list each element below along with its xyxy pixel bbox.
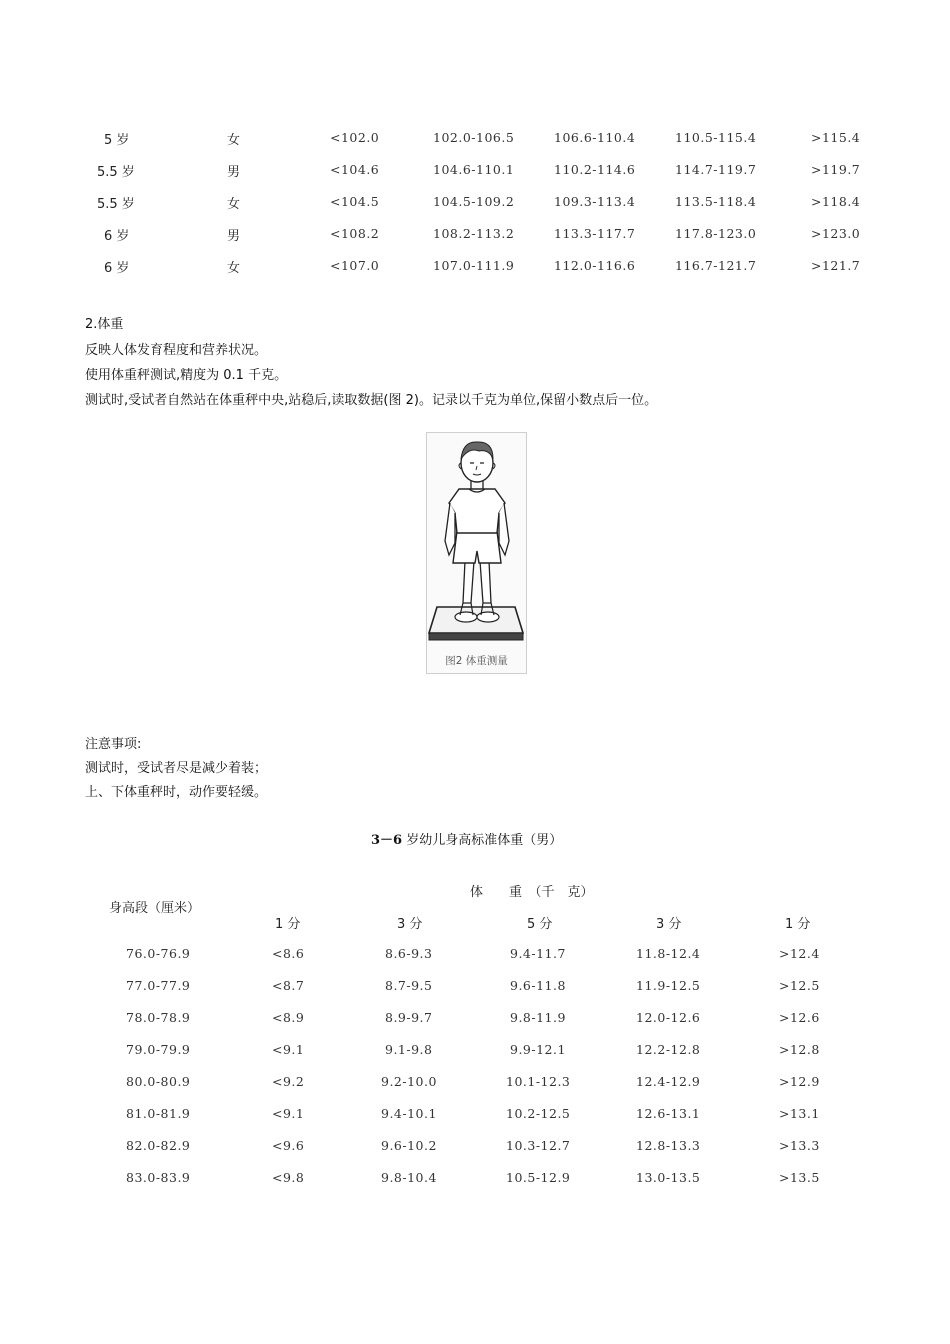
weight-cell: <8.6: [272, 946, 305, 961]
table-title-age-range: 3－6: [371, 833, 403, 848]
score-header: 5 分: [527, 917, 553, 932]
weight-cell: 12.6-13.1: [636, 1106, 701, 1121]
weight-cell: >12.9: [779, 1074, 820, 1089]
height-cell: 110.2-114.6: [554, 162, 636, 177]
figure-caption: 图2 体重测量: [445, 655, 508, 667]
child-on-scale-illustration: [427, 433, 526, 651]
weight-cell: 9.4-10.1: [381, 1106, 437, 1121]
height-cell: 113.3-117.7: [554, 226, 636, 241]
weight-cell: 10.2-12.5: [506, 1106, 571, 1121]
height-range-cell: 83.0-83.9: [126, 1170, 191, 1185]
weight-cell: 10.5-12.9: [506, 1170, 571, 1185]
height-cell: 113.5-118.4: [675, 194, 757, 209]
height-cell: 110.5-115.4: [675, 130, 757, 145]
weight-cell: 10.3-12.7: [506, 1138, 571, 1153]
weight-cell: <9.1: [272, 1042, 305, 1057]
height-cell: <102.0: [330, 130, 380, 145]
section-heading: 2.体重: [85, 317, 124, 332]
height-range-cell: 79.0-79.9: [126, 1042, 191, 1057]
height-cell: >123.0: [811, 226, 861, 241]
age-cell: 6 岁: [104, 261, 130, 276]
weight-cell: 10.1-12.3: [506, 1074, 571, 1089]
weight-cell: 9.8-11.9: [510, 1010, 566, 1025]
weight-cell: 12.2-12.8: [636, 1042, 701, 1057]
weight-cell: >12.6: [779, 1010, 820, 1025]
height-range-cell: 82.0-82.9: [126, 1138, 191, 1153]
weight-cell: <9.6: [272, 1138, 305, 1153]
paragraph: 反映人体发育程度和营养状况。: [85, 343, 268, 358]
score-header: 1 分: [275, 917, 301, 932]
weight-cell: <8.9: [272, 1010, 305, 1025]
height-cell: 114.7-119.7: [675, 162, 757, 177]
weight-cell: <9.1: [272, 1106, 305, 1121]
table-title: [371, 829, 562, 848]
height-range-cell: 81.0-81.9: [126, 1106, 191, 1121]
weight-cell: <9.2: [272, 1074, 305, 1089]
height-cell: 104.6-110.1: [433, 162, 515, 177]
sex-cell: 男: [227, 165, 241, 180]
weight-cell: 13.0-13.5: [636, 1170, 701, 1185]
weight-cell: 9.9-12.1: [510, 1042, 566, 1057]
weight-cell: 9.1-9.8: [385, 1042, 433, 1057]
height-cell: <107.0: [330, 258, 380, 273]
weight-cell: >12.5: [779, 978, 820, 993]
height-cell: >119.7: [811, 162, 861, 177]
sex-cell: 女: [227, 261, 241, 276]
height-cell: 108.2-113.2: [433, 226, 515, 241]
table-title-text: 岁幼儿身高标准体重（男）: [402, 833, 563, 848]
weight-cell: 8.7-9.5: [385, 978, 433, 993]
weight-cell: 9.4-11.7: [510, 946, 566, 961]
weight-cell: 12.4-12.9: [636, 1074, 701, 1089]
weight-cell: 12.0-12.6: [636, 1010, 701, 1025]
height-cell: >118.4: [811, 194, 861, 209]
height-cell: <108.2: [330, 226, 380, 241]
weight-cell: 9.6-10.2: [381, 1138, 437, 1153]
height-cell: 109.3-113.4: [554, 194, 636, 209]
height-cell: 112.0-116.6: [554, 258, 636, 273]
weight-cell: <9.8: [272, 1170, 305, 1185]
height-cell: 102.0-106.5: [433, 130, 515, 145]
height-cell: >121.7: [811, 258, 861, 273]
weight-cell: >13.1: [779, 1106, 820, 1121]
weight-cell: >12.8: [779, 1042, 820, 1057]
height-cell: >115.4: [811, 130, 861, 145]
height-cell: <104.6: [330, 162, 380, 177]
height-cell: 106.6-110.4: [554, 130, 636, 145]
score-header: 3 分: [656, 917, 682, 932]
height-cell: 104.5-109.2: [433, 194, 515, 209]
score-header: 1 分: [785, 917, 811, 932]
sex-cell: 女: [227, 133, 241, 148]
age-cell: 5.5 岁: [97, 165, 135, 180]
height-cell: 116.7-121.7: [675, 258, 757, 273]
age-cell: 6 岁: [104, 229, 130, 244]
notes-item: 上、下体重秤时，动作要轻缓。: [85, 785, 268, 800]
notes-item: 测试时，受试者尽是减少着装；: [85, 761, 268, 776]
weight-cell: 8.9-9.7: [385, 1010, 433, 1025]
height-cell: 117.8-123.0: [675, 226, 757, 241]
weight-cell: 9.2-10.0: [381, 1074, 437, 1089]
weight-cell: <8.7: [272, 978, 305, 993]
height-range-cell: 80.0-80.9: [126, 1074, 191, 1089]
weight-cell: 11.8-12.4: [636, 946, 701, 961]
height-cell: <104.5: [330, 194, 380, 209]
weight-cell: 11.9-12.5: [636, 978, 701, 993]
height-range-cell: 78.0-78.9: [126, 1010, 191, 1025]
weight-cell: >13.5: [779, 1170, 820, 1185]
height-range-header: 身高段（厘米）: [109, 901, 201, 916]
weight-cell: 12.8-13.3: [636, 1138, 701, 1153]
weight-cell: 8.6-9.3: [385, 946, 433, 961]
weight-group-header: 体 重 （千 克）: [470, 885, 594, 900]
sex-cell: 男: [227, 229, 241, 244]
paragraph: 使用体重秤测试,精度为 0.1 千克。: [85, 368, 288, 383]
sex-cell: 女: [227, 197, 241, 212]
paragraph: 测试时,受试者自然站在体重秤中央,站稳后,读取数据(图 2)。记录以千克为单位,保留小数点后一位。: [85, 393, 658, 408]
height-range-cell: 76.0-76.9: [126, 946, 191, 961]
notes-heading: 注意事项:: [85, 737, 142, 752]
weight-cell: 9.6-11.8: [510, 978, 566, 993]
weight-cell: >12.4: [779, 946, 820, 961]
score-header: 3 分: [397, 917, 423, 932]
height-cell: 107.0-111.9: [433, 258, 515, 273]
age-cell: 5.5 岁: [97, 197, 135, 212]
weight-cell: >13.3: [779, 1138, 820, 1153]
weight-measurement-figure: [426, 432, 527, 674]
weight-cell: 9.8-10.4: [381, 1170, 437, 1185]
age-cell: 5 岁: [104, 133, 130, 148]
height-range-cell: 77.0-77.9: [126, 978, 191, 993]
